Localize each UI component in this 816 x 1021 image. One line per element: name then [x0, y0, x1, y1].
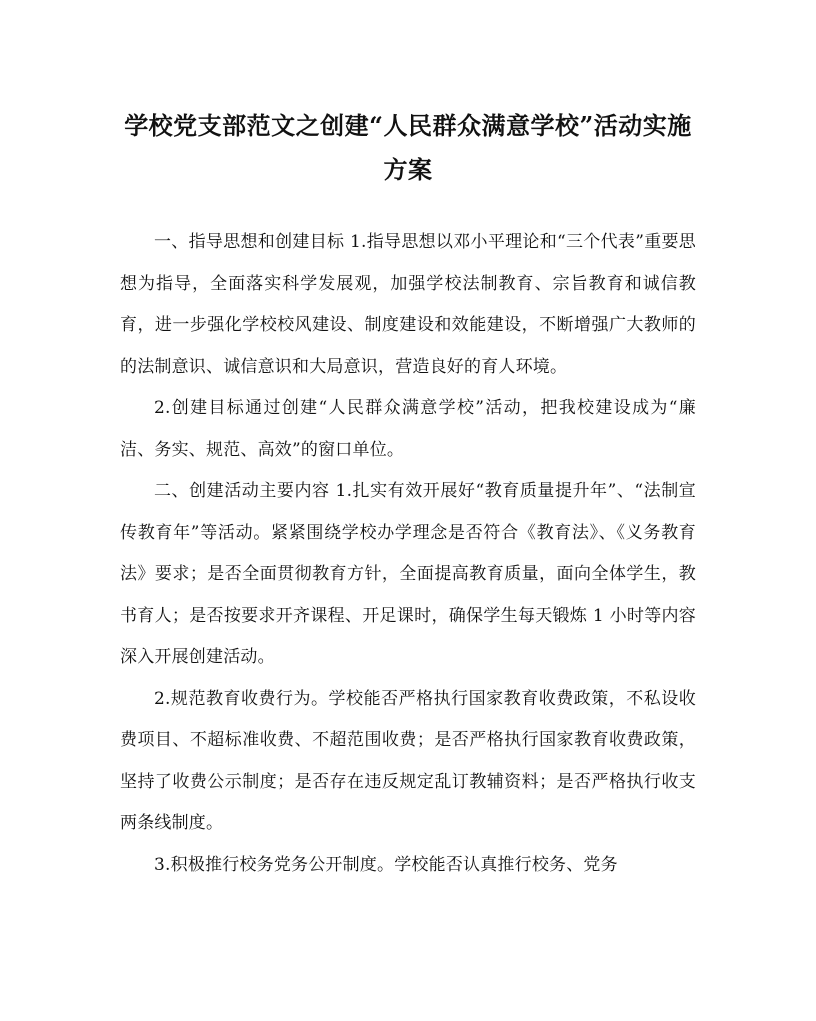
title-line-2: 方案 — [383, 155, 433, 184]
title-line-1: 学校党支部范文之创建“人民群众满意学校”活动实施 — [124, 111, 692, 140]
document-body — [120, 222, 696, 886]
paragraph-guiding-ideology: 一、指导思想和创建目标 1.指导思想以邓小平理论和“三个代表”重要思想为指导，全面落实科学发展观，加强学校法制教育、宗旨教育和诚信教育，进一步强化学校校风建设、制度建设和效能建设，不断增强广大教师的的法制意识、诚信意识和大局意识，营造良好的育人环境。 — [120, 232, 696, 377]
paragraph-main-content: 二、创建活动主要内容 1.扎实有效开展好“教育质量提升年”、“法制宣传教育年”等活动。紧紧围绕学校办学理念是否符合《教育法》、《义务教育法》要求；是否全面贯彻教育方针，全面提高教育质量，面向全体学生，教书育人；是否按要求开齐课程、开足课时，确保学生每天锻炼 1 小时等内容深入开展创建活动。 — [120, 481, 696, 667]
paragraph-affairs-disclosure: 3.积极推行校务党务公开制度。学校能否认真推行校务、党务 — [154, 854, 618, 875]
document-title — [110, 104, 706, 192]
paragraph-fee-regulation: 2.规范教育收费行为。学校能否严格执行国家教育收费政策，不私设收费项目、不超标准收费、不超范围收费；是否严格执行国家教育收费政策，坚持了收费公示制度；是否存在违反规定乱订教辅资料；是否严格执行收支两条线制度。 — [120, 688, 696, 833]
paragraph-creation-goal: 2.创建目标通过创建“人民群众满意学校”活动，把我校建设成为“廉洁、务实、规范、高效”的窗口单位。 — [120, 398, 696, 460]
